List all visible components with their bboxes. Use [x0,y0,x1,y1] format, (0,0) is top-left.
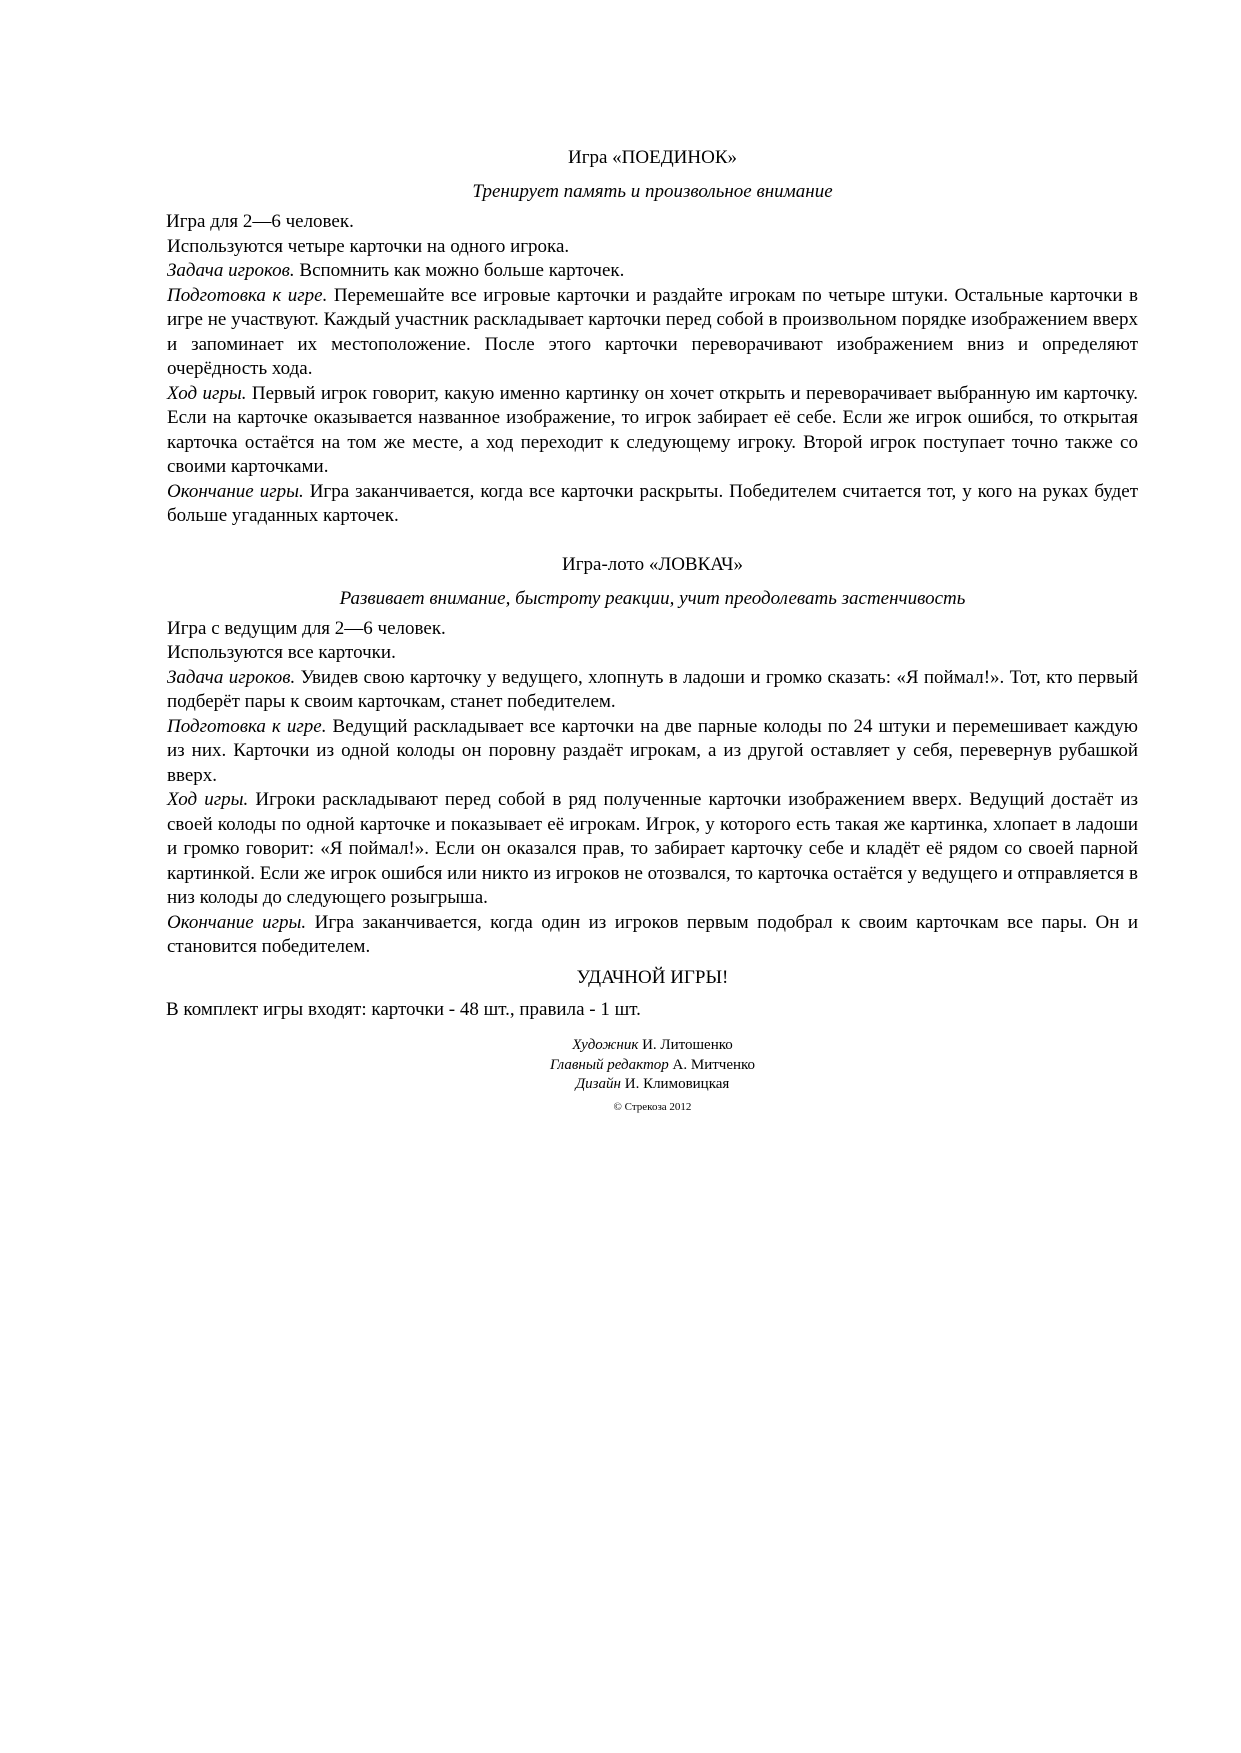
game1-players [167,210,1138,235]
rules-page [167,146,1138,1115]
game2-prep [167,715,1138,789]
game1-section [167,146,1138,529]
game2-move-text: Игроки раскладывают перед собой в ряд полученные карточки изображением вверх. Ведущий достаёт из своей колоды по одной карточке и показывает её игрокам. Игрок, у которого есть такая же картинка, хлопает в ладоши и громко говорит: «Я поймал!». Если он оказался прав, то забирает карточку себе и кладёт её рядом со своей парной картинкой. Если же игрок ошибся или никто из игроков не отозвался, то карточка остаётся у ведущего и отправляется в низ колоды до следующего розыгрыша. [167,789,1138,908]
game1-move-text: Первый игрок говорит, какую именно картинку он хочет открыть и переворачивает выбранную им карточку. Если на карточке оказывается названное изображение, то игрок забирает её себе. Если же игрок ошибся, то открытая карточка остаётся на том же месте, а ход переходит к следующему игроку. Второй игрок поступает точно также со своими карточками. [167,382,1138,477]
credit-design [167,1075,1138,1095]
game2-end-text: Игра заканчивается, когда один из игроков первым подобрал к своим карточкам все пары. Он и становится победителем. [167,911,1139,957]
game1-task [167,259,1138,284]
game1-prep-text: Перемешайте все игровые карточки и раздайте игрокам по четыре штуки. Остальные карточки в игре не участвуют. Каждый участник раскладывает карточки перед собой в произвольном порядке изображением вверх и запоминает их местоположение. После этого карточки переворачивают изображением вниз и определяют очерёдность хода. [167,284,1138,379]
game1-move [167,382,1138,480]
game1-cards [167,235,1138,260]
game1-cards-text: Используются четыре карточки на одного игрока. [167,235,570,257]
game2-players-text: Игра с ведущим для 2—6 человек. [167,617,446,639]
game1-end-text: Игра заканчивается, когда все карточки раскрыты. Победителем считается тот, у кого на руках будет больше угаданных карточек. [167,480,1139,526]
game2-task-label: Задача игроков. [167,666,296,688]
credit-editor [167,1056,1138,1076]
game1-players-text: Игра для 2—6 человек. [166,211,354,232]
game2-end [167,911,1138,960]
game2-subtitle: Развивает внимание, быстроту реакции, учит преодолевать застенчивость [339,587,966,609]
game1-prep-label: Подготовка к игре. [167,284,328,306]
game2-end-label: Окончание игры. [167,911,307,933]
kit-contents: В комплект игры входят: карточки - 48 шт., правила - 1 шт. [166,998,641,1020]
game1-subtitle: Тренирует память и произвольное внимание [472,181,833,202]
game2-cards [167,641,1138,666]
credit-design-label: Дизайн [575,1076,621,1092]
credit-editor-label: Главный редактор [549,1056,669,1073]
credit-artist-name: И. Литошенко [638,1037,733,1053]
credit-design-name: И. Климовицкая [620,1076,730,1092]
credit-editor-name: А. Митченко [668,1056,756,1073]
game2-task [167,666,1138,715]
credit-artist [167,1036,1138,1056]
credit-artist-label: Художник [572,1037,639,1053]
closing-wish: УДАЧНОЙ ИГРЫ! [576,966,729,988]
game2-prep-text: Ведущий раскладывает все карточки на две парные колоды по 24 штуки и перемешивает каждую из них. Карточки из одной колоды он поровну раздаёт игрокам, а из другой оставляет у себя, перевернув рубашкой вверх. [167,715,1138,786]
credits-block [167,1036,1138,1095]
game1-task-label: Задача игроков. [167,260,295,281]
game1-end-label: Окончание игры. [167,480,304,502]
copyright: © Стрекоза 2012 [613,1100,692,1113]
game2-cards-text: Используются все карточки. [167,642,396,663]
game2-title: Игра-лото «ЛОВКАЧ» [562,553,743,575]
game1-prep [167,284,1138,382]
game2-move-label: Ход игры. [167,789,249,810]
game1-move-label: Ход игры. [167,382,247,404]
game1-end [167,480,1138,529]
game2-prep-label: Подготовка к игре. [167,715,327,737]
game1-task-text: Вспомнить как можно больше карточек. [294,260,625,281]
game1-title: Игра «ПОЕДИНОК» [567,147,738,168]
game2-move [167,788,1138,911]
game2-task-text: Увидев свою карточку у ведущего, хлопнуть в ладоши и громко сказать: «Я поймал!». Тот, кто первый подберёт пары к своим карточкам, станет победителем. [167,666,1138,712]
game2-players [167,617,1138,642]
game2-section [167,553,1138,960]
